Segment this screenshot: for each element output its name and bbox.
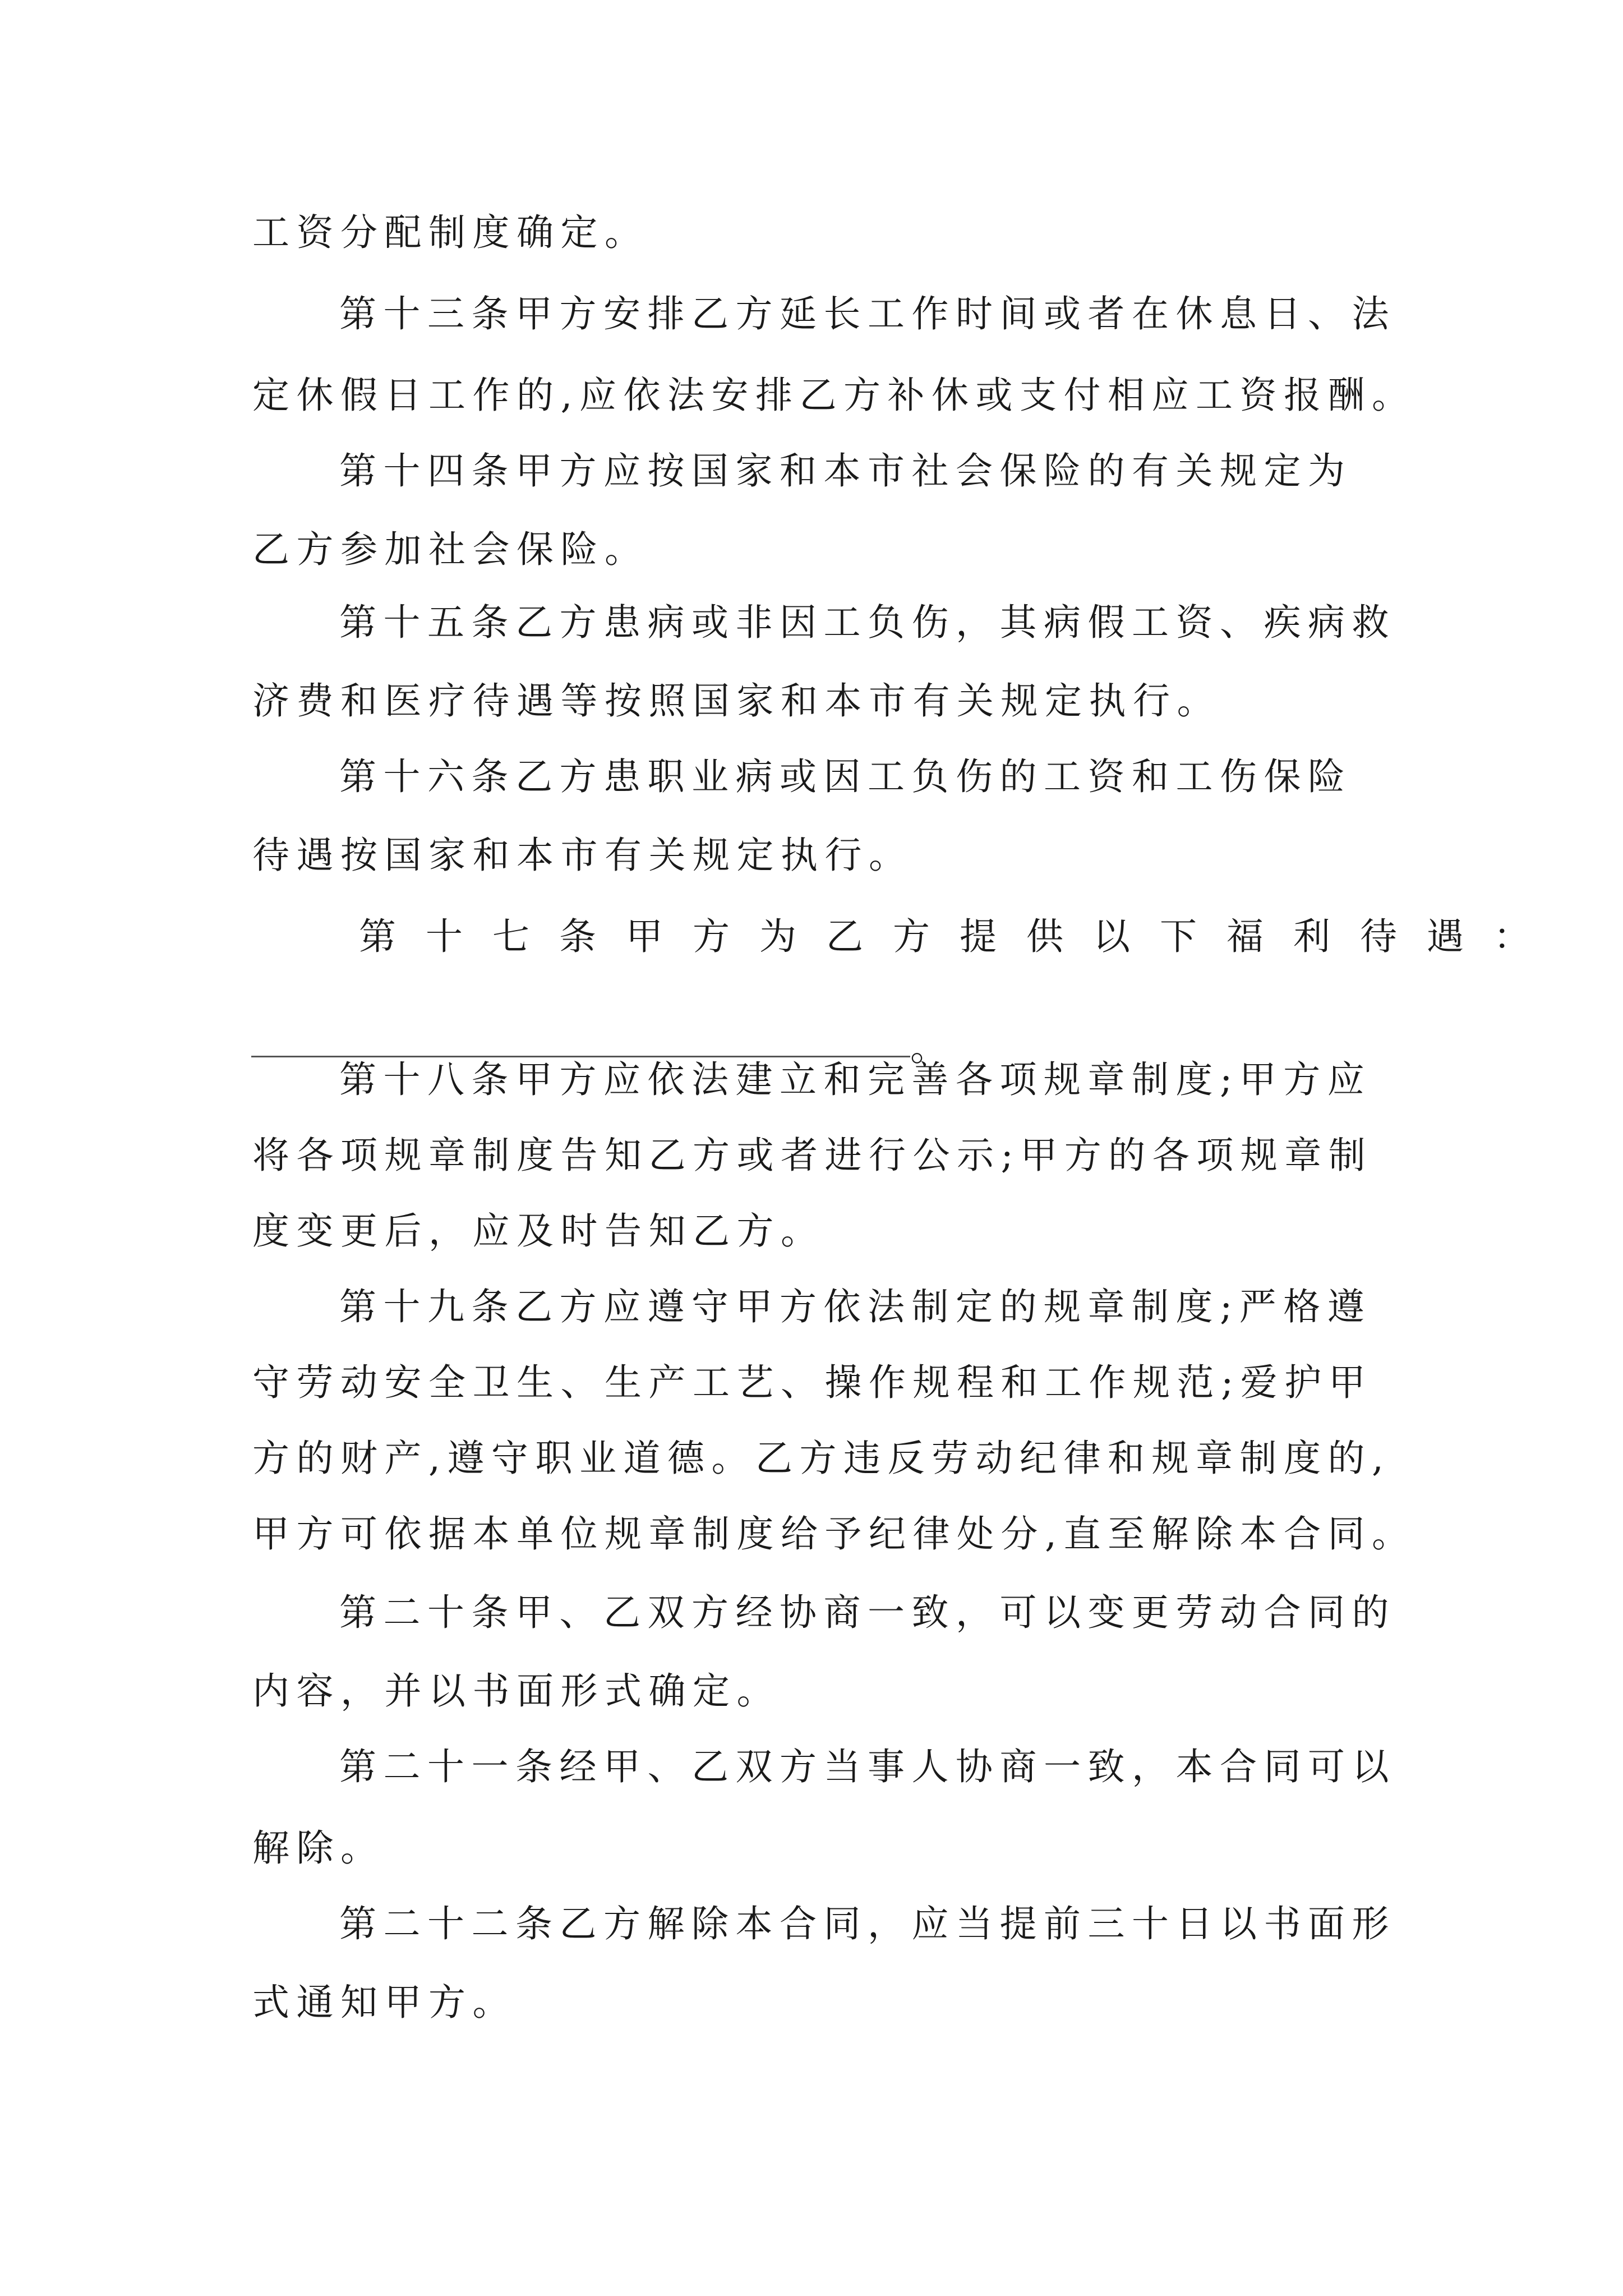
text-line: 解除。 (252, 1826, 385, 1870)
text-line: 式通知甲方。 (252, 1981, 517, 2024)
paragraph-article-18: 第十八条甲方应依法建立和完善各项规章制度;甲方应 (339, 1058, 1372, 1101)
paragraph-article-21: 第二十一条经甲、乙双方当事人协商一致，本合同可以 (339, 1745, 1396, 1788)
paragraph-article-14: 第十四条甲方应按国家和本市社会保险的有关规定为 (339, 449, 1352, 493)
paragraph-article-17: 第十七条甲方为乙方提供以下福利待遇： (359, 915, 1560, 958)
text-line: 甲方可依据本单位规章制度给予纪律处分,直至解除本合同。 (252, 1512, 1416, 1556)
text-line: 守劳动安全卫生、生产工艺、操作规程和工作规范;爱护甲 (252, 1361, 1373, 1404)
paragraph-article-22: 第二十二条乙方解除本合同，应当提前三十日以书面形 (339, 1902, 1396, 1945)
paragraph-article-20: 第二十条甲、乙双方经协商一致，可以变更劳动合同的 (339, 1591, 1396, 1634)
paragraph-article-15: 第十五条乙方患病或非因工负伤，其病假工资、疾病救 (339, 601, 1396, 644)
text-line: 济费和医疗待遇等按照国家和本市有关规定执行。 (252, 679, 1221, 723)
text-line: 定休假日工作的,应依法安排乙方补休或支付相应工资报酬。 (252, 374, 1416, 417)
text-line: 乙方参加社会保险。 (252, 528, 649, 571)
paragraph-article-13: 第十三条甲方安排乙方延长工作时间或者在休息日、法 (339, 292, 1396, 335)
blank-period: 。 (910, 1026, 947, 1069)
text-line: 度变更后，应及时告知乙方。 (252, 1209, 825, 1253)
text-line: 将各项规章制度告知乙方或者进行公示;甲方的各项规章制 (252, 1134, 1373, 1177)
paragraph-article-16: 第十六条乙方患职业病或因工负伤的工资和工伤保险 (339, 755, 1352, 798)
text-line: 待遇按国家和本市有关规定执行。 (252, 834, 913, 877)
text-line: 工资分配制度确定。 (252, 211, 649, 254)
text-line: 内容，并以书面形式确定。 (252, 1669, 781, 1713)
paragraph-article-19: 第十九条乙方应遵守甲方依法制定的规章制度;严格遵 (339, 1285, 1372, 1328)
text-line: 方的财产,遵守职业道德。乙方违反劳动纪律和规章制度的, (252, 1437, 1391, 1480)
